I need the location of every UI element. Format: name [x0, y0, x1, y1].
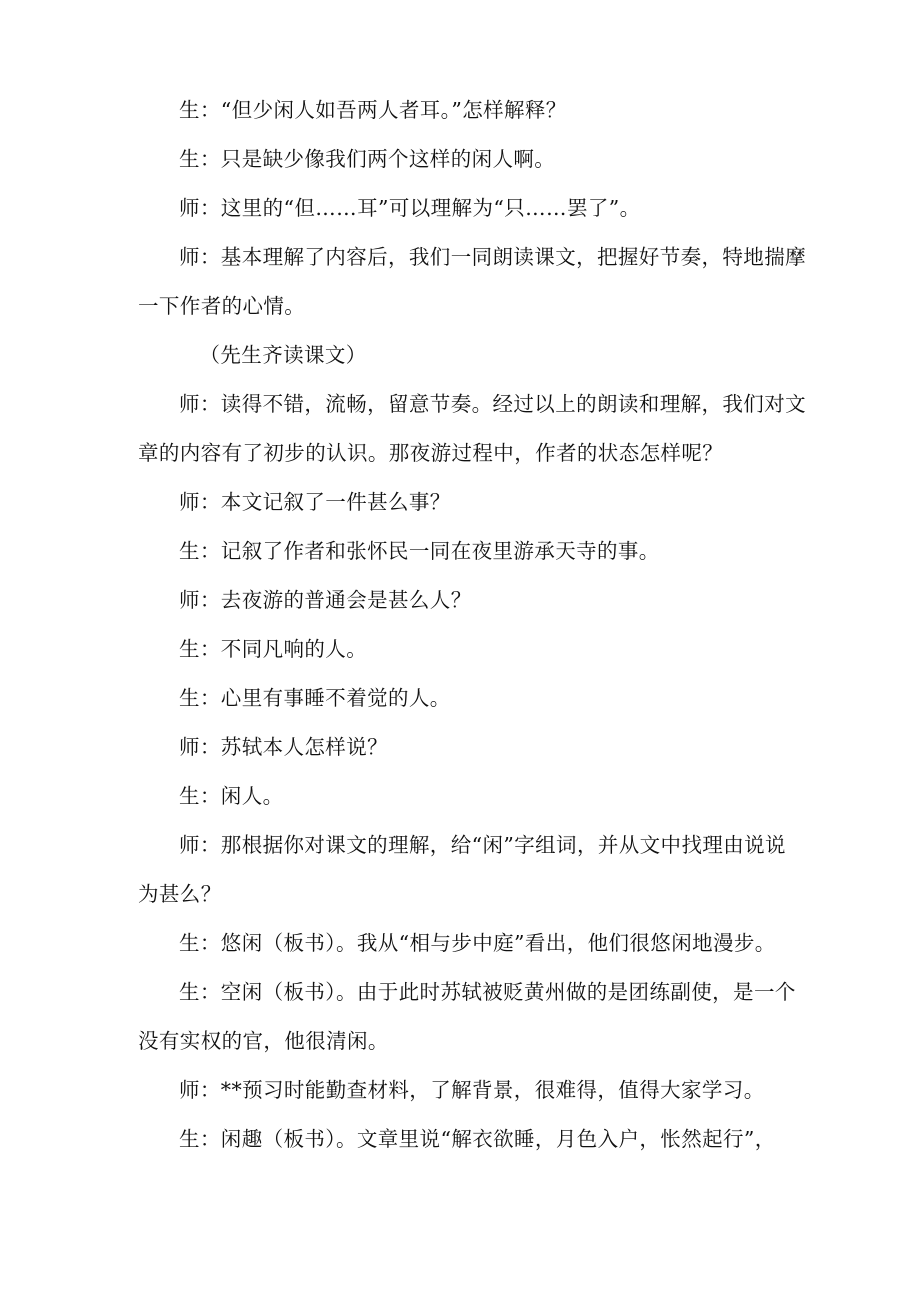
dialogue-line-continuation: 没有实权的官，他很清闲。	[138, 1029, 389, 1053]
dialogue-line: 生：悠闲（板书）。我从“相与步中庭”看出，他们很悠闲地漫步。	[179, 931, 776, 955]
dialogue-line: 生：闲趣（板书）。文章里说“解衣欲睡，月色入户，怅然起行”，	[179, 1127, 776, 1151]
dialogue-line-continuation: 一下作者的心情。	[138, 294, 306, 318]
dialogue-line: 师：那根据你对课文的理解，给“闲”字组词，并从文中找理由说说	[179, 833, 786, 857]
dialogue-line: 生：不同凡响的人。	[179, 637, 368, 661]
dialogue-line: 生：“但少闲人如吾两人者耳。”怎样解释？	[179, 98, 567, 122]
dialogue-line-continuation: 章的内容有了初步的认识。那夜游过程中，作者的状态怎样呢？	[138, 441, 724, 465]
dialogue-line: 师：**预习时能勤查材料，了解背景，很难得，值得大家学习。	[179, 1078, 765, 1102]
dialogue-line: 师：去夜游的普通会是甚么人？	[179, 588, 472, 612]
dialogue-line: 生：只是缺少像我们两个这样的闲人啊。	[179, 147, 556, 171]
dialogue-line: 师：读得不错，流畅，留意节奏。经过以上的朗读和理解，我们对文	[179, 392, 806, 416]
dialogue-line: 师：基本理解了内容后，我们一同朗读课文，把握好节奏，特地揣摩	[179, 245, 806, 269]
dialogue-line: 师：苏轼本人怎样说？	[179, 735, 388, 759]
dialogue-line: 生：记叙了作者和张怀民一同在夜里游承天寺的事。	[179, 539, 660, 563]
dialogue-line: 师：本文记叙了一件甚么事？	[179, 490, 451, 514]
stage-direction: （先生齐读课文）	[199, 343, 367, 367]
dialogue-text	[138, 86, 806, 1164]
dialogue-line: 生：空闲（板书）。由于此时苏轼被贬黄州做的是团练副使，是一个	[179, 980, 796, 1004]
dialogue-line-continuation: 为甚么？	[138, 882, 222, 906]
dialogue-line: 生：闲人。	[179, 784, 284, 808]
dialogue-line: 生：心里有事睡不着觉的人。	[179, 686, 451, 710]
dialogue-line: 师：这里的“但……耳”可以理解为“只……罢了”。	[179, 196, 641, 220]
